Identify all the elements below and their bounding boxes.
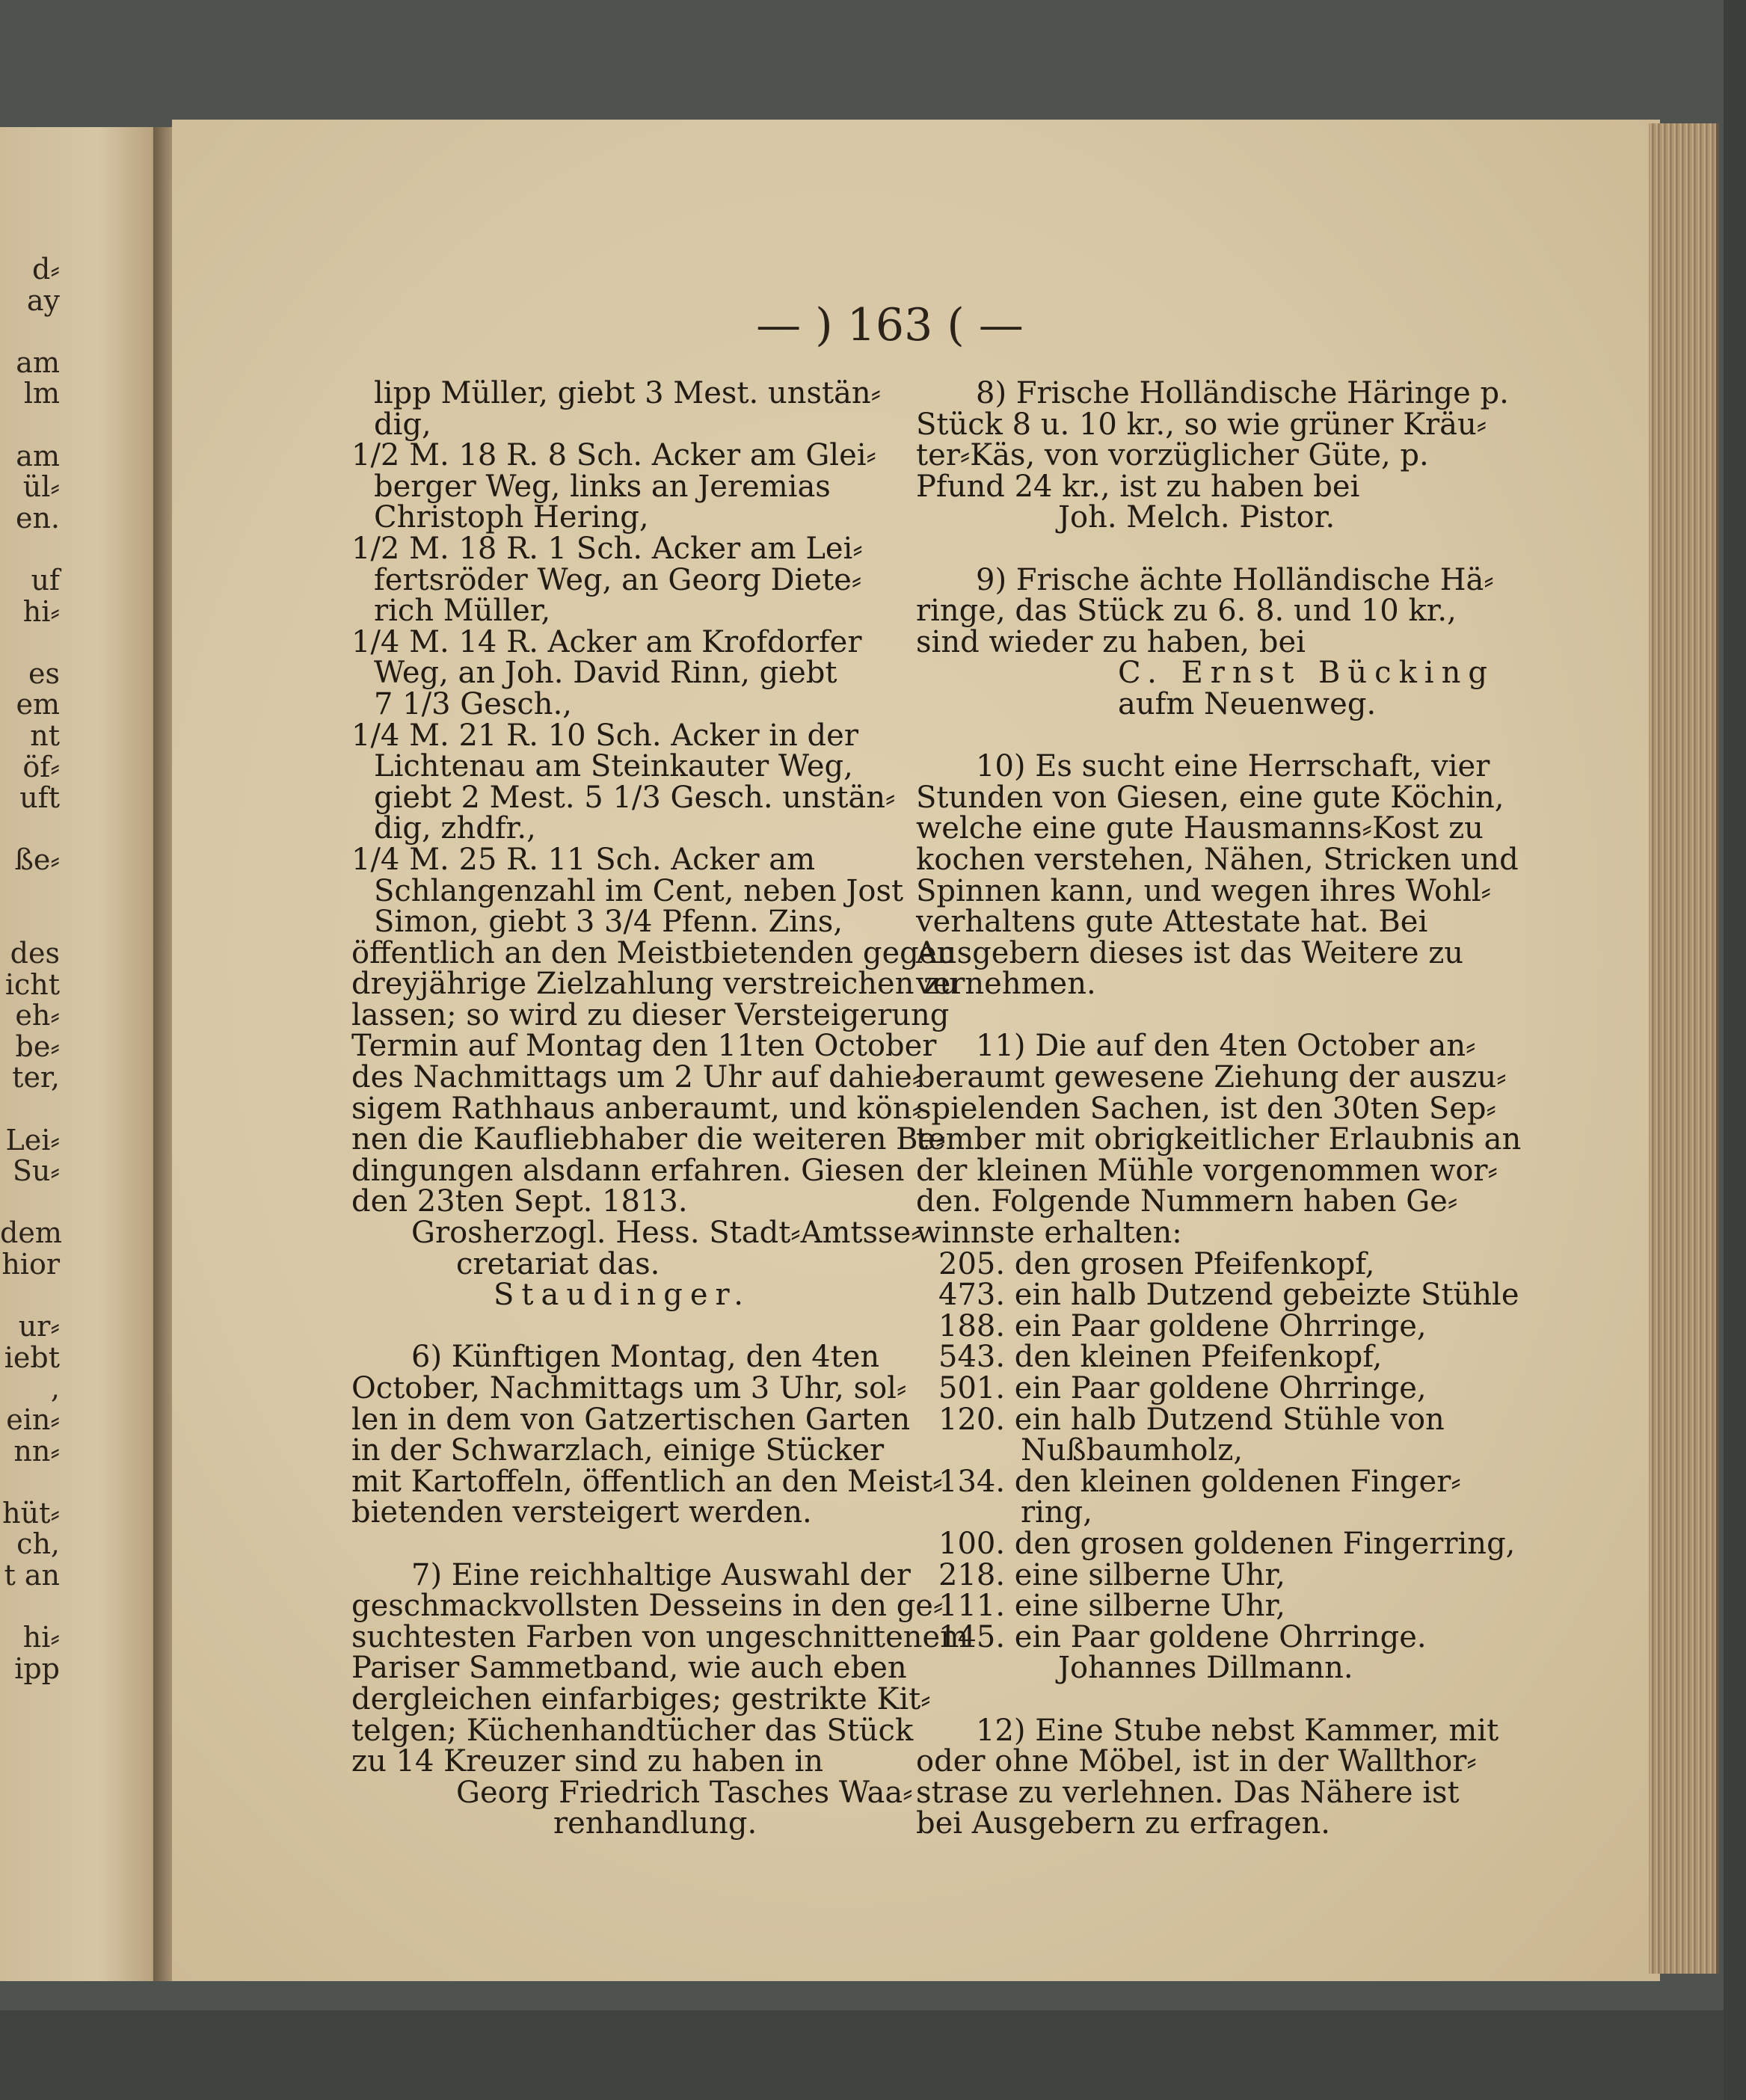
text-line: len in dem von Gatzertischen Garten (351, 1402, 911, 1437)
text-line: October, Nachmittags um 3 Uhr, sol⸗ (351, 1371, 907, 1405)
left-edge-fragment: des (10, 937, 60, 970)
text-line: 1/4 M. 21 R. 10 Sch. Acker in der (351, 718, 858, 753)
left-edge-fragment (0, 907, 60, 938)
text-line (916, 1684, 1458, 1716)
text-line: öffentlich an den Meistbietenden gegen (351, 935, 956, 970)
text-line: Weg, an Joh. David Rinn, giebt (374, 656, 837, 691)
text-line: des Nachmittags um 2 Uhr auf dahie⸗ (351, 1060, 923, 1095)
text-line: bei Ausgebern zu erfragen. (916, 1806, 1330, 1841)
left-edge-fragment: ch, (16, 1527, 60, 1561)
left-edge-fragment: hüt⸗ (2, 1496, 60, 1530)
left-edge-fragment: dem (0, 1216, 62, 1250)
text-line: vernehmen. (916, 967, 1096, 1002)
left-edge-fragment: hior (1, 1248, 60, 1281)
text-line: den 23ten Sept. 1813. (351, 1184, 688, 1219)
right-text-column (916, 376, 1522, 1841)
text-line: lassen; so wird zu dieser Versteigerung (351, 997, 950, 1032)
text-line: verhaltens gute Attestate hat. Bei (916, 905, 1428, 940)
page-edges (1649, 123, 1719, 1974)
text-line: rich Müller, (374, 594, 551, 629)
text-line: 218. eine silberne Uhr, (938, 1557, 1285, 1592)
text-line: fertsröder Weg, an Georg Diete⸗ (374, 562, 862, 597)
text-line: strase zu verlehnen. Das Nähere ist (916, 1775, 1460, 1810)
text-line: 134. den kleinen goldenen Finger⸗ (938, 1464, 1461, 1499)
left-edge-fragment: en. (15, 501, 60, 535)
left-edge-fragment: nn⸗ (13, 1434, 60, 1468)
text-line: 473. ein halb Dutzend gebeizte Stühle (938, 1278, 1519, 1313)
left-edge-fragment (0, 534, 60, 565)
text-line: 543. den kleinen Pfeifenkopf, (938, 1340, 1383, 1375)
left-edge-fragment: ter, (12, 1061, 60, 1094)
left-edge-fragment (0, 1094, 60, 1125)
left-edge-fragment (0, 410, 60, 441)
text-line: giebt 2 Mest. 5 1/3 Gesch. unstän⸗ (374, 780, 896, 815)
text-line: Spinnen kann, und wegen ihres Wohl⸗ (916, 873, 1491, 908)
left-edge-fragment: lm (23, 377, 60, 410)
text-line: 7) Eine reichhaltige Auswahl der (411, 1557, 911, 1592)
left-edge-fragment: ße⸗ (14, 843, 60, 877)
text-line: tember mit obrigkeitlicher Erlaubnis an (916, 1122, 1522, 1157)
left-edge-fragment: icht (4, 967, 60, 1001)
text-line: Termin auf Montag den 11ten October (351, 1029, 937, 1064)
left-edge-fragment: ein⸗ (6, 1402, 60, 1436)
left-edge-fragment: Lei⸗ (5, 1123, 60, 1157)
left-edge-fragment: ur⸗ (18, 1310, 60, 1343)
left-edge-fragment: am (16, 345, 60, 379)
text-line: Georg Friedrich Tasches Waa⸗ (456, 1775, 913, 1810)
left-edge-fragment (0, 1467, 60, 1498)
left-edge-fragment: ül⸗ (22, 470, 60, 504)
text-line: 6) Künftigen Montag, den 4ten (411, 1340, 880, 1375)
text-line: 7 1/3 Gesch., (374, 686, 572, 721)
left-edge-fragment: öf⸗ (22, 750, 60, 783)
text-line: bietenden versteigert werden. (351, 1495, 812, 1530)
text-line: mit Kartoffeln, öffentlich an den Meist⸗ (351, 1464, 943, 1499)
text-line: Nußbaumholz, (1021, 1433, 1244, 1468)
text-line: 145. ein Paar goldene Ohrringe. (938, 1619, 1427, 1654)
text-line: 100. den grosen goldenen Fingerring, (938, 1526, 1516, 1561)
text-line: welche eine gute Hausmanns⸗Kost zu (916, 811, 1484, 846)
text-line (351, 1311, 882, 1343)
text-line: renhandlung. (553, 1806, 757, 1841)
scanner-background-bottom (0, 2010, 1746, 2100)
text-line: sind wieder zu haben, bei (916, 624, 1306, 659)
text-line: suchtesten Farben von ungeschnittenem (351, 1619, 969, 1654)
text-line: 1/2 M. 18 R. 1 Sch. Acker am Lei⸗ (351, 531, 863, 566)
text-line: den. Folgende Nummern haben Ge⸗ (916, 1184, 1458, 1219)
text-line: ring, (1021, 1495, 1092, 1530)
text-line: 12) Eine Stube nebst Kammer, mit (976, 1713, 1499, 1748)
text-line (351, 1529, 882, 1560)
text-line: aufm Neuenweg. (1118, 686, 1377, 721)
text-line: dreyjährige Zielzahlung verstreichen zu (351, 967, 959, 1002)
text-line: 1/4 M. 14 R. Acker am Krofdorfer (351, 624, 862, 659)
left-edge-fragment (0, 1592, 60, 1623)
text-line: 1/4 M. 25 R. 11 Sch. Acker am (351, 842, 816, 877)
text-line: cretariat das. (456, 1246, 660, 1281)
left-page-text-fragments (0, 254, 60, 1684)
text-line: winnste erhalten: (916, 1216, 1182, 1251)
left-edge-fragment (0, 1281, 60, 1312)
left-edge-fragment: eh⸗ (15, 999, 60, 1032)
text-line: 120. ein halb Dutzend Stühle von (938, 1402, 1445, 1437)
text-line: nen die Kaufliebhaber die weiteren Be⸗ (351, 1122, 946, 1157)
text-line: 205. den grosen Pfeifenkopf, (938, 1246, 1375, 1281)
text-line: beraumt gewesene Ziehung der auszu⸗ (916, 1060, 1507, 1095)
text-line: 11) Die auf den 4ten October an⸗ (976, 1029, 1476, 1064)
text-line: dingungen alsdann erfahren. Giesen (351, 1153, 905, 1188)
text-line: C. Ernst Bücking (1118, 656, 1495, 691)
text-line (916, 721, 1458, 752)
left-edge-fragment: iebt (4, 1340, 60, 1374)
text-line: kochen verstehen, Nähen, Stricken und (916, 842, 1519, 877)
left-edge-fragment: , (50, 1372, 60, 1405)
left-edge-fragment (0, 1187, 60, 1219)
text-line: Grosherzogl. Hess. Stadt⸗Amtsse⸗ (411, 1216, 921, 1251)
left-edge-fragment: Su⸗ (12, 1154, 60, 1188)
left-edge-fragment (0, 814, 60, 846)
text-line: Johannes Dillmann. (1058, 1651, 1353, 1686)
text-line: sigem Rathhaus anberaumt, und kön⸗ (351, 1091, 922, 1126)
text-line: lipp Müller, giebt 3 Mest. unstän⸗ (374, 376, 881, 410)
text-line: 9) Frische ächte Holländische Hä⸗ (976, 562, 1494, 597)
text-line: Pfund 24 kr., ist zu haben bei (916, 469, 1360, 504)
text-line: geschmackvollsten Desseins in den ge⸗ (351, 1589, 944, 1624)
text-line: spielenden Sachen, ist den 30ten Sep⸗ (916, 1091, 1496, 1126)
text-line: ringe, das Stück zu 6. 8. und 10 kr., (916, 594, 1457, 629)
text-line: der kleinen Mühle vorgenommen wor⸗ (916, 1153, 1498, 1188)
text-line: Lichtenau am Steinkauter Weg, (374, 749, 853, 784)
left-edge-fragment: d⸗ (32, 253, 60, 286)
text-line: 10) Es sucht eine Herrschaft, vier (976, 749, 1490, 784)
text-line: Christoph Hering, (374, 500, 649, 535)
text-line: 501. ein Paar goldene Ohrringe, (938, 1371, 1427, 1405)
text-line: Ausgebern dieses ist das Weitere zu (916, 935, 1464, 970)
left-edge-fragment: am (16, 439, 60, 472)
text-line: telgen; Küchenhandtücher das Stück (351, 1713, 914, 1748)
text-line: dergleichen einfarbiges; gestrikte Kit⸗ (351, 1681, 931, 1716)
text-line: Stunden von Giesen, eine gute Köchin, (916, 780, 1504, 815)
text-line: dig, (374, 407, 431, 442)
text-line: oder ohne Möbel, ist in der Wallthor⸗ (916, 1744, 1477, 1779)
page-number: — ) 163 ( — (756, 299, 1024, 351)
text-line: Staudinger. (494, 1278, 751, 1313)
left-edge-fragment: t an (4, 1558, 60, 1592)
left-edge-fragment: hi⸗ (22, 594, 60, 628)
left-edge-fragment: hi⸗ (22, 1621, 60, 1654)
text-line: ter⸗Käs, von vorzüglicher Güte, p. (916, 438, 1429, 473)
text-line: Stück 8 u. 10 kr., so wie grüner Kräu⸗ (916, 407, 1487, 442)
text-line: Simon, giebt 3 3/4 Pfenn. Zins, (374, 905, 843, 940)
text-line (916, 1000, 1458, 1032)
text-line: in der Schwarzlach, einige Stücker (351, 1433, 885, 1468)
scanner-background-right (1724, 0, 1746, 2100)
left-edge-fragment: be⸗ (15, 1029, 60, 1063)
text-line: Schlangenzahl im Cent, neben Jost (374, 873, 904, 908)
left-edge-fragment: ay (26, 283, 60, 317)
left-edge-fragment: uft (19, 781, 60, 815)
left-text-column (351, 376, 969, 1841)
left-edge-fragment: em (16, 688, 60, 721)
text-line: 188. ein Paar goldene Ohrringe, (938, 1308, 1427, 1343)
text-line: 111. eine silberne Uhr, (938, 1589, 1285, 1624)
text-line (916, 534, 1458, 565)
left-edge-fragment: nt (30, 718, 60, 752)
left-edge-fragment (0, 627, 60, 659)
text-line: Pariser Sammetband, wie auch eben (351, 1651, 907, 1686)
text-line: 1/2 M. 18 R. 8 Sch. Acker am Glei⸗ (351, 438, 876, 473)
text-line: Joh. Melch. Pistor. (1058, 500, 1335, 535)
left-edge-fragment (0, 876, 60, 908)
text-line: zu 14 Kreuzer sind zu haben in (351, 1744, 824, 1779)
left-edge-fragment: ipp (14, 1651, 60, 1685)
left-edge-fragment: uf (31, 563, 60, 597)
left-edge-fragment (0, 316, 60, 348)
text-line: berger Weg, links an Jeremias (374, 469, 831, 504)
text-line: dig, zhdfr., (374, 811, 536, 846)
left-edge-fragment: es (28, 656, 60, 690)
text-line: 8) Frische Holländische Häringe p. (976, 376, 1509, 410)
